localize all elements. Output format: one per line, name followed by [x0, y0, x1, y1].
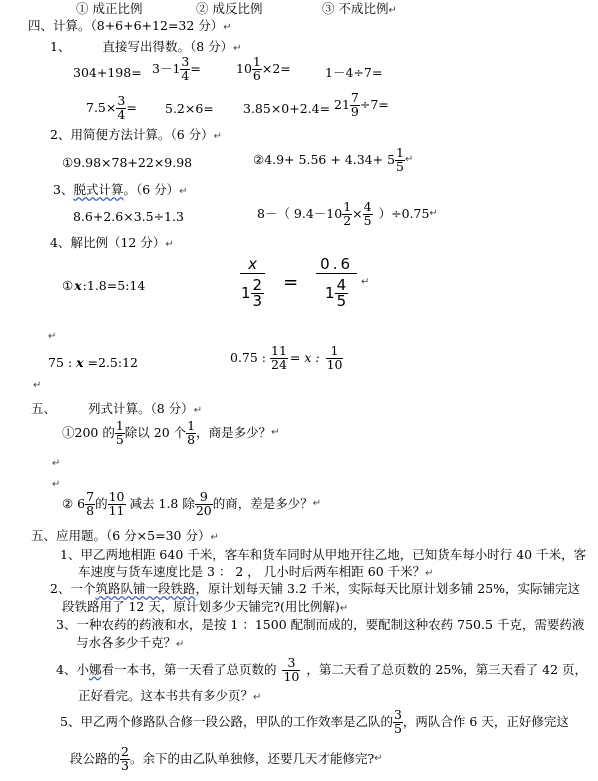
numerator: 4	[363, 199, 372, 214]
denominator: 3	[252, 292, 263, 310]
app-problem-4-post: ，第二天看了总页数的 25%，第三天看了 42 页，	[306, 661, 588, 677]
list-problem-2-pre: ② 6	[62, 495, 86, 511]
list-problem-1	[62, 420, 280, 446]
numerator: 3	[117, 93, 126, 108]
return-mark-icon: ↵	[179, 186, 188, 197]
numerator: 2	[121, 744, 129, 759]
denominator: 2	[343, 212, 352, 228]
list-problem-2	[62, 491, 321, 517]
option-not-proportional-text: ③ 不成比例	[322, 1, 389, 16]
problem-1a: 304+198=	[73, 65, 142, 80]
app-problem-5-post: ，两队合作 6 天，正好修完这	[402, 713, 569, 729]
problem-1h	[334, 92, 389, 118]
return-mark-icon: ↵	[223, 22, 232, 33]
return-mark-icon: ↵	[33, 380, 42, 391]
app-problem-4-line2	[78, 690, 261, 703]
denominator: 24	[271, 356, 287, 372]
big-fraction-left	[240, 256, 265, 309]
return-mark-icon: ↵	[52, 458, 61, 469]
problem-1h-post: ÷7=	[359, 96, 389, 112]
option-direct-proportion: ① 成正比例	[76, 1, 143, 16]
numerator: 9	[195, 491, 213, 505]
fraction	[335, 278, 349, 309]
part-4-title-text: 4、解比例（12 分）	[50, 235, 166, 250]
section-5b-title-text: 五、应用题。（6 分×5=30 分）	[31, 528, 211, 543]
problem-4c-post: =2.5:12	[83, 355, 138, 370]
numerator: 1	[326, 345, 344, 359]
problem-4b	[240, 256, 369, 309]
fraction	[195, 491, 213, 517]
return-mark-icon: ↵	[404, 154, 414, 165]
numerator: x	[240, 256, 265, 274]
problem-1g: 3.85×0+2.4=	[243, 101, 331, 116]
app-problem-2-line2	[62, 601, 348, 614]
problem-1b	[152, 56, 201, 82]
part-1-title	[50, 41, 242, 54]
section-5b-title	[31, 530, 219, 543]
app-problem-5-line2-pre: 段公路的	[70, 750, 121, 766]
fraction	[180, 56, 190, 82]
problem-3b-mid: ×	[352, 205, 363, 221]
problem-3b-post: ）÷0.75	[378, 205, 430, 221]
part-2-title-text: 2、用简便方法计算。（6 分）	[50, 127, 214, 142]
numerator: 7	[86, 489, 95, 504]
problem-1c-pre: 10	[236, 60, 252, 76]
denominator	[316, 274, 357, 309]
return-mark-icon: ↵	[339, 603, 349, 614]
app-problem-4-pre-b: 看一本书，第一天看了总页数的	[101, 661, 277, 677]
numerator: 0.6	[316, 256, 357, 274]
app-problem-4-wavy: 娜	[88, 661, 102, 677]
section-4-title	[28, 20, 232, 33]
denominator	[240, 274, 265, 309]
problem-3a: 8.6+2.6×3.5÷1.3	[73, 209, 184, 224]
fraction	[120, 746, 130, 772]
list-problem-2-mid1: 的	[95, 495, 108, 511]
app-problem-4-pre-a: 4、小	[56, 661, 89, 677]
denominator: 9	[350, 103, 359, 119]
problem-1e	[86, 95, 137, 121]
part-3-title-rest: 。（6 分）	[123, 182, 180, 197]
problem-4c	[48, 357, 138, 370]
numerator: 3	[181, 54, 190, 69]
app-problem-1-line1: 1、甲乙两地相距 640 千米，客车和货车同时从甲地开往乙地，已知货车每小时行 40 千米，客	[60, 547, 587, 562]
problem-3b-pre: 8－（ 9.4－10	[257, 205, 343, 221]
problem-1d: 1－4÷7=	[325, 65, 383, 80]
app-problem-5-pre: 5、甲乙两个修路队合修一段公路，甲队的工作效率是乙队的	[60, 713, 393, 729]
problem-1e-pre: 7.5×	[86, 99, 117, 115]
app-problem-1-line2-text: 车速度与货车速度比是 3 ： 2 ， 几小时后两车相距 60 千米？	[78, 564, 426, 579]
numerator: 3	[282, 657, 300, 671]
denominator: 10	[326, 356, 343, 372]
return-mark-icon: ↵	[361, 276, 370, 288]
numerator: 10	[108, 489, 125, 504]
fraction	[116, 95, 126, 121]
fraction	[85, 491, 95, 517]
app-problem-5-line1	[60, 709, 569, 735]
section-5a-num: 五、	[31, 401, 57, 416]
app-problem-3-line1: 3、一种农药的药液和水，是按 1 ：1500 配制而成的，要配制这种农药 750.5 千克，需要药液	[56, 617, 585, 632]
variable-x: x	[76, 355, 84, 370]
denominator: 5	[115, 431, 124, 447]
denominator: 10	[283, 668, 300, 684]
problem-1e-post: =	[126, 99, 137, 115]
fraction	[282, 657, 300, 683]
denominator: 5	[363, 212, 372, 228]
option-not-proportional	[322, 3, 397, 16]
numerator: 1	[252, 54, 261, 69]
problem-4d	[230, 345, 343, 371]
fraction	[108, 491, 126, 517]
app-problem-3-line2	[76, 637, 184, 650]
list-problem-1-pre: ①200 的	[62, 424, 115, 440]
numerator: 1	[396, 145, 404, 160]
problem-1c-post: ×2=	[261, 60, 291, 76]
section-5a-title-text: 列式计算。（8 分）	[88, 401, 194, 416]
mixed-whole: 1	[325, 284, 335, 302]
app-problem-2-wavy: 筑路队铺一段铁路	[95, 581, 196, 596]
mixed-whole: 1	[241, 284, 251, 302]
denominator: 8	[86, 502, 95, 518]
app-problem-1-line2	[78, 566, 434, 579]
problem-4a-pre: ①	[62, 278, 74, 293]
denominator: 11	[108, 502, 125, 518]
section-4-title-text: 四、计算。（8+6+6+12=32 分）	[28, 18, 224, 33]
big-fraction-right	[316, 256, 357, 309]
problem-4d-pre: 0.75 :	[230, 349, 270, 365]
numerator: 3	[393, 707, 402, 722]
return-mark-icon: ↵	[425, 568, 434, 579]
part-2-title	[50, 129, 222, 142]
fraction	[186, 420, 196, 446]
equals-sign: =	[283, 271, 299, 293]
denominator: 4	[181, 67, 190, 83]
numerator: 7	[350, 90, 359, 105]
part-1-title-text: 直接写出得数。（8 分）	[102, 39, 234, 54]
app-problem-2-line2-text: 段铁路用了 12 天，原计划多少天铺完?(用比例解)	[62, 599, 340, 614]
return-mark-icon: ↵	[165, 239, 174, 250]
problem-4a-post: :1.8=5:14	[82, 278, 146, 293]
numerator: 4	[336, 276, 347, 294]
numerator: 11	[271, 343, 287, 358]
problem-4a	[62, 280, 145, 293]
return-mark-icon: ↵	[374, 753, 383, 764]
problem-1h-pre: 21	[334, 96, 350, 112]
return-mark-icon: ↵	[52, 479, 61, 490]
fraction	[393, 709, 403, 735]
return-mark-icon: ↵	[253, 692, 262, 703]
app-problem-4-line2-text: 正好看完。这本书共有多少页？	[78, 688, 254, 703]
problem-2b	[253, 147, 413, 173]
app-problem-4-line1	[56, 657, 587, 683]
denominator: 20	[195, 502, 212, 518]
list-problem-1-post: ，商是多少？	[196, 424, 272, 440]
fraction	[350, 92, 360, 118]
fraction	[342, 201, 352, 227]
part-3-title-wavy: 脱式计算	[73, 182, 124, 197]
problem-4d-mid: = x :	[289, 349, 324, 365]
return-mark-icon: ↵	[388, 5, 397, 16]
option-inverse-proportion: ② 成反比例	[196, 1, 263, 16]
denominator: 6	[252, 67, 261, 83]
part-1-num: 1、	[50, 39, 71, 54]
problem-1b-post: =	[190, 60, 201, 76]
fraction	[252, 56, 262, 82]
list-problem-2-post: 的商，差是多少？	[212, 495, 313, 511]
return-mark-icon: ↵	[210, 532, 219, 543]
denominator: 5	[396, 158, 404, 174]
section-5a-title	[31, 403, 202, 416]
problem-2a: ①9.98×78+22×9.98	[62, 155, 193, 170]
app-problem-3-line2-text: 与水各多少千克？	[76, 635, 177, 650]
return-mark-icon: ↵	[312, 498, 322, 509]
problem-1c	[236, 56, 291, 82]
fraction	[270, 345, 288, 371]
return-mark-icon: ↵	[48, 331, 57, 342]
fraction	[326, 345, 344, 371]
fraction	[395, 147, 405, 173]
return-mark-icon: ↵	[271, 427, 280, 438]
variable-x: x	[74, 278, 82, 293]
part-3-title	[53, 184, 188, 197]
fraction	[363, 201, 373, 227]
denominator: 5	[393, 720, 402, 736]
app-problem-5-line2-post: 。余下的由乙队单独修，还要几天才能修完?	[129, 750, 375, 766]
list-problem-1-mid: 除以 20 个	[124, 424, 187, 440]
numerator: 1	[343, 199, 352, 214]
problem-3b	[257, 201, 438, 227]
part-3-num: 3、	[53, 182, 74, 197]
fraction	[115, 420, 125, 446]
denominator: 8	[187, 431, 196, 447]
return-mark-icon: ↵	[176, 639, 185, 650]
problem-1f: 5.2×6=	[165, 101, 214, 116]
numerator: 1	[187, 418, 196, 433]
app-problem-2-pre: 2、一个	[50, 581, 96, 596]
app-problem-5-line2	[70, 746, 383, 772]
numerator: 2	[252, 276, 263, 294]
fraction	[251, 278, 265, 309]
return-mark-icon: ↵	[193, 405, 203, 416]
app-problem-2-post: ，原计划每天铺 3.2 千米，实际每天比原计划多铺 25%，实际铺完这	[195, 581, 581, 596]
return-mark-icon: ↵	[213, 131, 223, 142]
problem-1b-pre: 3－1	[152, 60, 181, 76]
problem-2b-pre: ②4.9+ 5.56 + 4.34+ 5	[253, 151, 396, 167]
denominator: 4	[117, 106, 126, 122]
list-problem-2-mid2: 减去 1.8 除	[129, 495, 195, 511]
app-problem-2-line1	[50, 583, 580, 596]
return-mark-icon: ↵	[429, 208, 438, 219]
numerator: 1	[115, 418, 124, 433]
part-4-title	[50, 237, 174, 250]
denominator: 3	[121, 757, 129, 773]
problem-4c-pre: 75 :	[48, 355, 77, 370]
return-mark-icon: ↵	[233, 43, 242, 54]
denominator: 5	[336, 292, 347, 310]
